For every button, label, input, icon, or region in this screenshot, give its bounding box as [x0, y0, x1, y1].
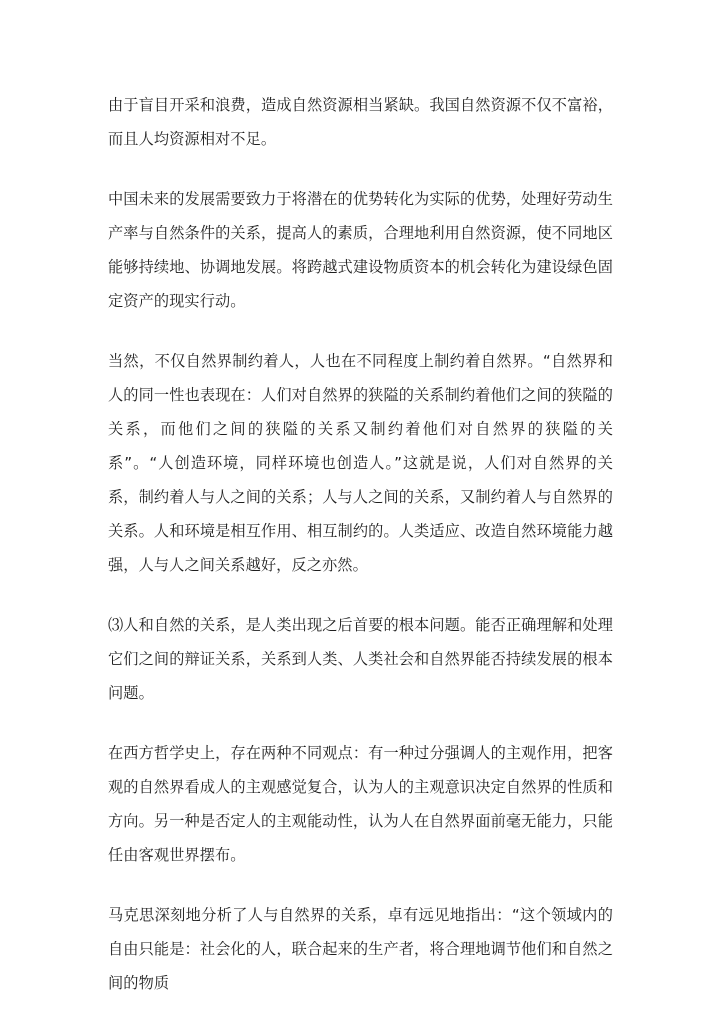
document-body — [108, 88, 613, 1000]
paragraph-4: ⑶人和自然的关系，是人类出现之后首要的根本问题。能否正确理解和处理它们之间的辩证关系，关系到人类、人类社会和自然界能否持续发展的根本问题。 — [108, 616, 613, 702]
paragraph-1: 由于盲目开采和浪费，造成自然资源相当紧缺。我国自然资源不仅不富裕，而且人均资源相对不足。 — [108, 96, 613, 148]
paragraph-6: 马克思深刻地分析了人与自然界的关系，卓有远见地指出：“这个领域内的自由只能是：社会化的人，联合起来的生产者，将合理地调节他们和自然之间的物质 — [108, 906, 613, 992]
paragraph-3: 当然，不仅自然界制约着人，人也在不同程度上制约着自然界。“自然界和人的同一性也表现在：人们对自然界的狭隘的关系制约着他们之间的狭隘的关系，而他们之间的狭隘的关系又制约着他们对自然界的狭隘的关系”。“人创造环境，同样环境也创造人。”这就是说，人们对自然界的关系，制约着人与人之间的关系；人与人之间的关系，又制约着人与自然界的关系。人和环境是相互作用、相互制约的。人类适应、改造自然环境能力越强，人与人之间关系越好，反之亦然。 — [108, 352, 613, 574]
paragraph-5: 在西方哲学史上，存在两种不同观点：有一种过分强调人的主观作用，把客观的自然界看成人的主观感觉复合，认为人的主观意识决定自然界的性质和方向。另一种是否定人的主观能动性，认为人在自然界面前毫无能力，只能任由客观世界摆布。 — [108, 744, 613, 864]
paragraph-2: 中国未来的发展需要致力于将潜在的优势转化为实际的优势，处理好劳动生产率与自然条件的关系，提高人的素质，合理地利用自然资源，使不同地区能够持续地、协调地发展。将跨越式建设物质资本的机会转化为建设绿色固定资产的现实行动。 — [108, 190, 613, 310]
